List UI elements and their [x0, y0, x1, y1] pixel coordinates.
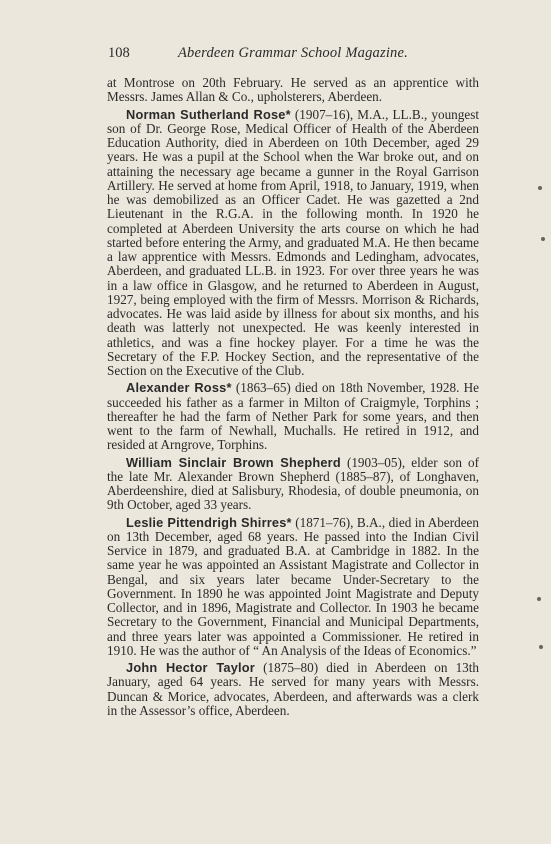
running-title: Aberdeen Grammar School Magazine. [178, 45, 408, 61]
obituary-paragraph [107, 661, 479, 718]
page-header [108, 45, 478, 65]
paper-speck [541, 237, 545, 241]
obituary-name: Norman Sutherland Rose* [126, 106, 291, 122]
obituary-name: William Sinclair Brown Shepherd [126, 454, 341, 470]
paper-speck [538, 186, 542, 190]
paper-speck [537, 597, 541, 601]
obituary-text: (1903–05), elder son of the late Mr. Alexander Brown Shepherd (1885–87), of Longhaven, Aberdeenshire, died at Salisbury, Rhodesia, of double pneumonia, on 9th October, aged 33 years. [107, 454, 480, 513]
obituary-text: (1871–76), B.A., died in Aberdeen on 13th December, aged 68 years. He passed into the Indian Civil Service in 1879, and graduated B.A. at Cambridge in 1882. In the same year he was appointed an Assistant Magistrate and Collector in Bengal, and six years later became Under-Secretary to the Government. In 1890 he was appointed Joint Magistrate and Deputy Collector, and in 1896, Magistrate and Collector. In 1903 he became Secretary to the Government, Financial and Municipal Departments, and three years later was appointed a Commissioner. He retired in 1910. He was the author of “ An Analysis of the Ideas of Economics.” [107, 514, 480, 658]
obituary-paragraph-continuation [107, 76, 479, 105]
obituary-name: Leslie Pittendrigh Shirres* [126, 514, 292, 530]
obituary-column [107, 76, 479, 718]
obituary-paragraph [107, 456, 479, 513]
obituary-paragraph [107, 516, 479, 659]
paper-speck [539, 645, 543, 649]
obituary-name: Alexander Ross* [126, 380, 232, 396]
obituary-text: (1863–65) died on 18th November, 1928. He succeeded his father as a farmer in Milton of Craigmyle, Torphins ; thereafter he had the farm of Nether Park for some years, and then went to the farm of Newhall, Muchalls. He retired in 1912, and resided at Arngrove, Torphins. [107, 380, 479, 453]
obituary-paragraph [107, 108, 479, 379]
obituary-text: (1907–16), M.A., LL.B., youngest son of Dr. George Rose, Medical Officer of Health of the Aberdeen Education Authority, died in Aberdeen on 10th December, aged 29 years. He was a pupil at the School when the War broke out, and on attaining the necessary age became a gunner in the Royal Garrison Artillery. He served at home from April, 1918, to January, 1919, when he was demobilized as an Officer Cadet. He was gazetted a 2nd Lieutenant in the R.G.A. in the following month. In 1920 he completed at Aberdeen University the arts course on which he had started before entering the Army, and graduated M.A. He then became a law apprentice with Messrs. Edmonds and Ledingham, advocates, Aberdeen, and graduated LL.B. in 1923. For over three years he was in a law office in Glasgow, and he returned to Aberdeen in August, 1927, being employed with the firm of Messrs. Morrison & Richards, advocates. He was laid aside by illness for about six months, and his death was latterly not unexpected. He was keenly interested in athletics, and was a fine hockey player. For a time he was the Secretary of the F.P. Hockey Section, and the representative of the Section on the Executive of the Club. [107, 106, 480, 378]
page-number: 108 [108, 45, 130, 61]
obituary-text: at Montrose on 20th February. He served as an apprentice with Messrs. James Allan & Co., upholsterers, Aberdeen. [107, 75, 479, 105]
obituary-text: (1875–80) died in Aberdeen on 13th January, aged 64 years. He served for many years with Messrs. Duncan & Morice, advocates, Aberdeen, and afterwards was a clerk in the Assessor’s office, Aberdeen. [107, 660, 480, 718]
obituary-name: John Hector Taylor [126, 660, 255, 675]
obituary-paragraph [107, 381, 479, 452]
